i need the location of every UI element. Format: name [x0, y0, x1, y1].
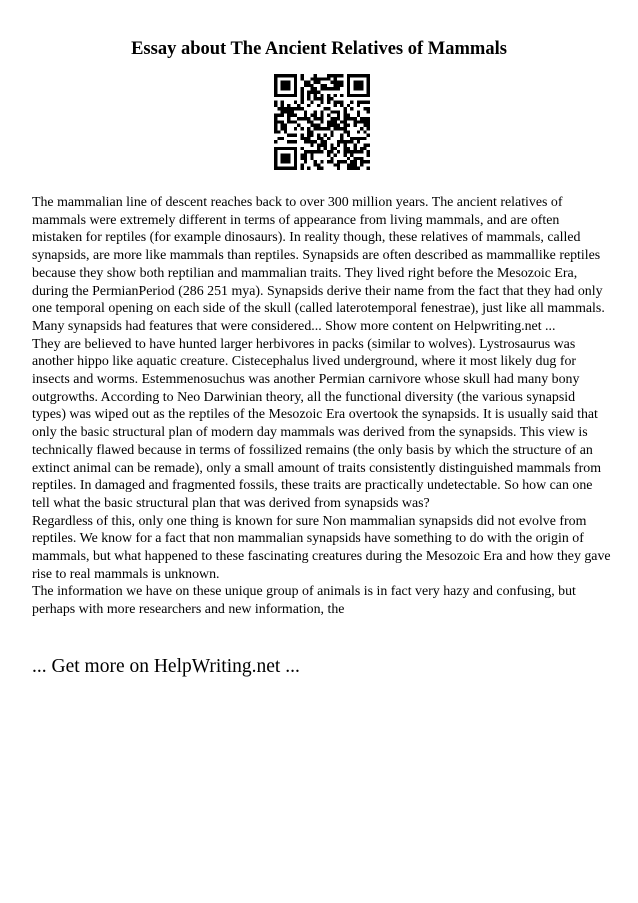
paragraph: Regardless of this, only one thing is known for sure Non mammalian synapsids did not evolve from reptiles. We know for a fact that non mammalian synapsids have something to do with the origin of mammals, but what happened to these fascinating creatures during the Mesozoic Era and how they gave rise to real mammals is unknown.	[32, 513, 611, 582]
document-title: Essay about The Ancient Relatives of Mammals	[131, 39, 507, 59]
paragraph: They are believed to have hunted larger herbivores in packs (similar to wolves). Lystrosaurus was another hippo like aquatic creature. Cistecephalus lived underground, where it most likely dug for insects and worms. Estemmenosuchus was another Permian carnivore whose skull had many bony outgrowths. According to Neo Darwinian theory, all the functional diversity (the various synapsid types) was wiped out as the reptiles of the Mesozoic Era overtook the synapsids. It is usually said that only the basic structural plan of modern day mammals was derived from the synapsids. This view is technically flawed because in terms of fossilized remains (the only basis by which the structure of an extinct animal can be remade), only a small amount of traits consistently distinguished mammals from reptiles. In damaged and fragmented fossils, these traits are practically undetectable. So how can one tell what the basic structural plan that was derived from synapsids was?	[32, 336, 601, 511]
paragraph: The mammalian line of descent reaches back to over 300 million years. The ancient relatives of mammals were extremely different in terms of appearance from living mammals, and are often mistaken for reptiles (for example dinosaurs). In reality though, these relatives of mammals, called synapsids, are more like mammals than reptiles. Synapsids are often described as mammallike reptiles because they show both reptilian and mammalian traits. They lived right before the Mesozoic Era, during the PermianPeriod (286 251 mya). Synapsids derive their name from the fact that they had only one temporal opening on each side of the skull (called laterotemporal fenestrae), just like all mammals. Many synapsids had features that were considered... Show more content on Helpwriting.net ...	[32, 195, 605, 334]
paragraph: The information we have on these unique group of animals is in fact very hazy and confusing, but perhaps with more researchers and new information, the	[32, 584, 576, 618]
qr-code[interactable]	[274, 74, 370, 170]
get-more-link[interactable]: ... Get more on HelpWriting.net ...	[32, 656, 300, 677]
essay-body	[32, 194, 612, 619]
